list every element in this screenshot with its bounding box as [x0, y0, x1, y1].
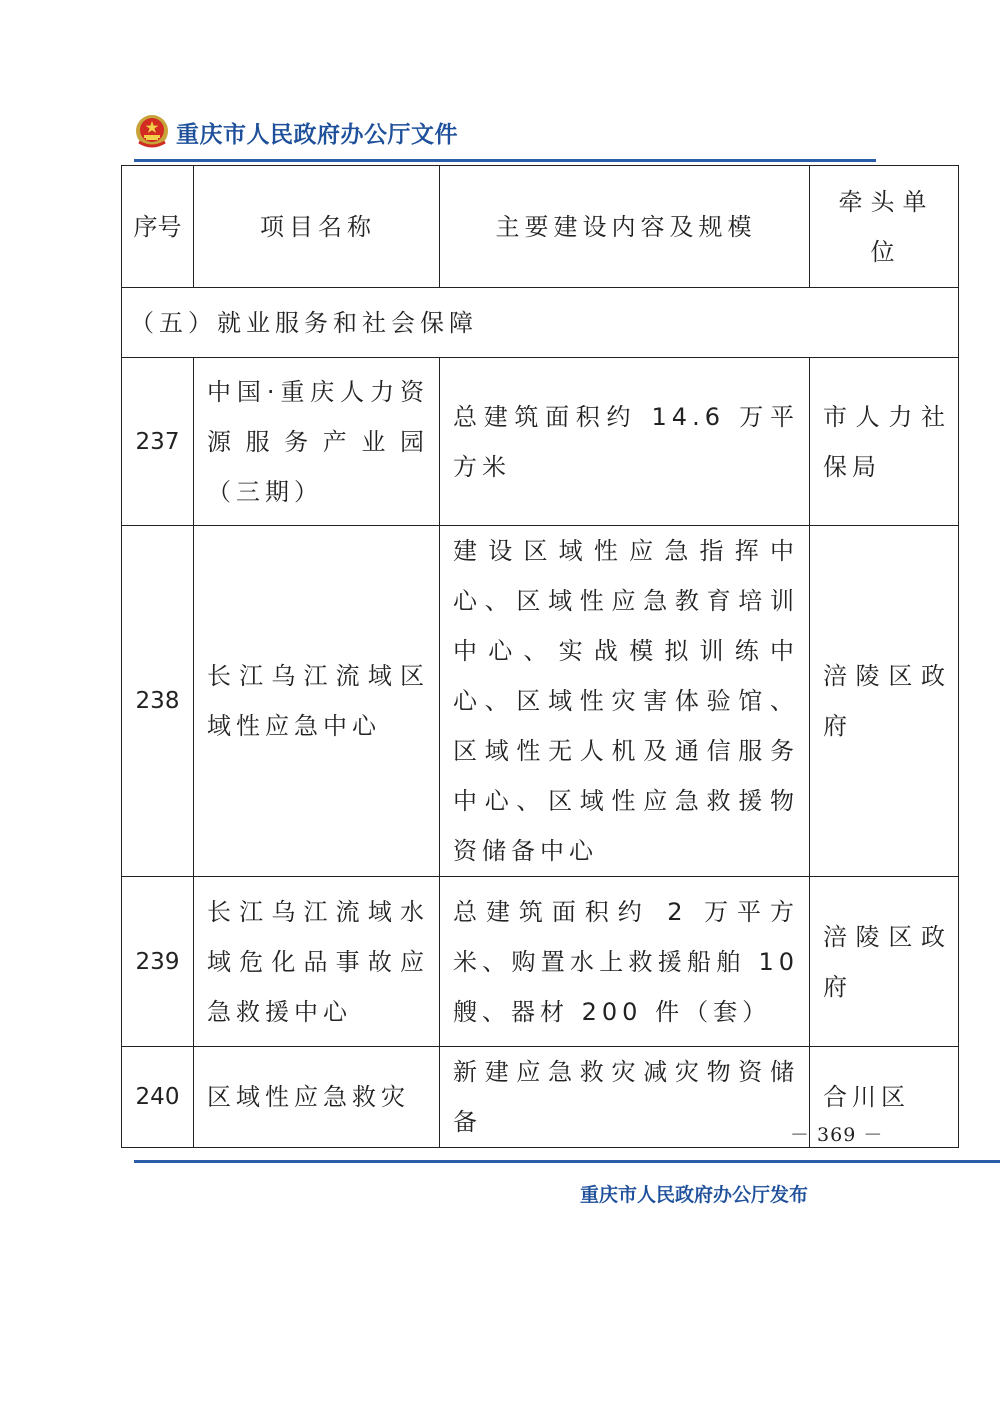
table-row: [122, 526, 959, 877]
row-name: 长江乌江流域区域性应急中心: [194, 526, 440, 877]
row-seq: 240: [122, 1047, 194, 1148]
footer-divider: [134, 1160, 1000, 1163]
header-divider: [134, 159, 876, 162]
table-row: [122, 877, 959, 1047]
table-header-row: [122, 166, 959, 288]
row-lead: 涪陵区政府: [810, 526, 959, 877]
section-row: [122, 288, 959, 358]
row-name: 长江乌江流域水域危化品事故应急救援中心: [194, 877, 440, 1047]
row-lead: 涪陵区政府: [810, 877, 959, 1047]
row-content: 总建筑面积约 14.6 万平方米: [440, 358, 810, 526]
row-seq: 238: [122, 526, 194, 877]
table-row: [122, 358, 959, 526]
row-content: 建设区域性应急指挥中心、区域性应急教育培训中心、实战模拟训练中心、区域性灾害体验馆、区域性无人机及通信服务中心、区域性应急救援物资储备中心: [440, 526, 810, 877]
row-content: 总建筑面积约 2 万平方米、购置水上救援船舶 10 艘、器材 200 件（套）: [440, 877, 810, 1047]
row-lead: 合川区: [810, 1047, 959, 1148]
footer-publisher: 重庆市人民政府办公厅发布: [580, 1184, 809, 1206]
section-title: （五）就业服务和社会保障: [122, 288, 959, 358]
header-title: 重庆市人民政府办公厅文件: [176, 120, 458, 148]
row-seq: 237: [122, 358, 194, 526]
row-name: 区域性应急救灾: [194, 1047, 440, 1148]
col-header-lead: 牵头单位: [810, 166, 959, 288]
col-header-content: 主要建设内容及规模: [440, 166, 810, 288]
col-header-seq: 序号: [122, 166, 194, 288]
page-number: － 369 －: [790, 1124, 884, 1146]
document-header: [134, 112, 458, 152]
row-seq: 239: [122, 877, 194, 1047]
row-lead: 市人力社保局: [810, 358, 959, 526]
project-table: [121, 165, 959, 1148]
national-emblem-icon: [134, 114, 170, 150]
col-header-name: 项目名称: [194, 166, 440, 288]
row-name: 中国·重庆人力资源服务产业园（三期）: [194, 358, 440, 526]
row-content: 新建应急救灾减灾物资储备: [440, 1047, 810, 1148]
